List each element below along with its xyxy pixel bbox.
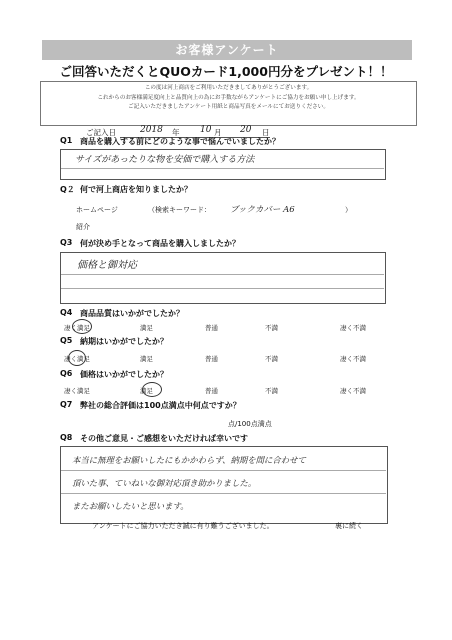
date-year-unit: 年 [172, 128, 180, 137]
q3-number: Q3 [60, 238, 73, 247]
date-month-value[interactable]: 10 [200, 125, 212, 135]
q2-number: Q２ [60, 185, 75, 194]
intro-box [40, 81, 417, 126]
date-day-unit: 日 [262, 128, 270, 137]
q4-selected-mark [72, 319, 92, 334]
q7-question: 弊社の総合評価は100点満点中何点ですか？ [80, 401, 241, 410]
campaign-headline: ご回答いただくとQUOカード1,000円分をプレゼント！！ [59, 64, 393, 79]
q8-number: Q8 [60, 433, 73, 442]
q4-question: 商品品質はいかがでしたか？ [80, 309, 184, 318]
q5-option-satisfied[interactable]: 満足 [140, 355, 153, 363]
q4-number: Q4 [60, 308, 73, 317]
q8-answer-line-2 [61, 493, 386, 494]
q5-question: 納期はいかがでしたか？ [80, 337, 168, 346]
q1-question: 商品を購入する前にどのような事で悩んでいましたか？ [80, 137, 280, 146]
q2-keyword-close: ） [345, 206, 352, 214]
q4-option-neutral[interactable]: 普通 [205, 324, 218, 332]
q5-option-dissatisfied[interactable]: 不満 [265, 355, 278, 363]
intro-line-1: この度は河上商店をご利用いただきましてありがとうございます。 [144, 85, 313, 91]
q5-selected-mark [68, 350, 86, 366]
q2-keyword-label: （検索キーワード： [148, 206, 211, 214]
q8-answer-text-3: またお願いしたいと思います。 [72, 501, 189, 511]
intro-line-2: これからのお客様満足度向上と品質向上の為にお手数ながらアンケートにご協力をお願い申し上げます。 [97, 94, 360, 101]
q6-option-neutral[interactable]: 普通 [205, 387, 218, 395]
q5-option-very-dissatisfied[interactable]: 凄く不満 [340, 355, 366, 363]
q6-number: Q6 [60, 369, 73, 378]
q8-question: その他ご意見・ご感想をいただければ幸いです [80, 434, 248, 443]
q7-score-unit: 点/100点満点 [228, 420, 272, 428]
q3-answer-line-2 [61, 288, 384, 289]
q1-number: Q1 [60, 136, 73, 145]
q4-option-very-satisfied[interactable]: 凄く満足 [64, 324, 90, 332]
survey-banner: お客様アンケート [42, 40, 412, 60]
q8-answer-text-2: 頂いた事、ていねいな御対応頂き助かりました。 [72, 478, 257, 488]
q7-number: Q7 [60, 400, 73, 409]
date-day-value[interactable]: 20 [240, 125, 252, 135]
footer-thanks: アンケートにご協力いただき誠に有り難うございました。 [92, 522, 274, 530]
q4-option-satisfied[interactable]: 満足 [140, 324, 153, 332]
q4-option-very-dissatisfied[interactable]: 凄く不満 [340, 324, 366, 332]
footer-continue: 裏に続く [335, 522, 363, 530]
q8-answer-text-1: 本当に無理をお願いしたにもかかわらず、納期を間に合わせて [72, 455, 306, 465]
q5-option-neutral[interactable]: 普通 [205, 355, 218, 363]
date-year-value[interactable]: 2018 [140, 125, 163, 135]
q1-answer-text: サイズがあったりな物を安価で購入する方法 [75, 155, 255, 165]
q6-option-satisfied[interactable]: 満足 [140, 387, 153, 395]
q3-question: 何が決め手となって商品を購入しましたか？ [80, 239, 240, 248]
q2-keyword-value[interactable]: ブックカバー A6 [230, 205, 295, 215]
q4-option-dissatisfied[interactable]: 不満 [265, 324, 278, 332]
q2-homepage-option[interactable]: ホームページ [76, 206, 118, 214]
q6-selected-mark [142, 382, 162, 397]
q3-answer-text: 価格と御対応 [77, 260, 137, 271]
q6-question: 価格はいかがでしたか？ [80, 370, 168, 379]
q6-option-very-satisfied[interactable]: 凄く満足 [64, 387, 90, 395]
q3-answer-line-1 [61, 274, 384, 275]
q6-option-dissatisfied[interactable]: 不満 [265, 387, 278, 395]
date-label: ご記入日 [86, 128, 116, 137]
q6-option-very-dissatisfied[interactable]: 凄く不満 [340, 387, 366, 395]
q2-question: 何で河上商店を知りましたか？ [80, 185, 192, 194]
q5-option-very-satisfied[interactable]: 凄く満足 [64, 355, 90, 363]
q2-referral-option[interactable]: 紹介 [76, 223, 90, 231]
intro-line-3: ご記入いただきましたアンケート用紙と商品写真をメールにてお送りください。 [128, 104, 329, 110]
q1-answer-line [61, 168, 384, 169]
date-month-unit: 月 [214, 128, 222, 137]
q8-answer-line-1 [61, 470, 386, 471]
q5-number: Q5 [60, 336, 73, 345]
